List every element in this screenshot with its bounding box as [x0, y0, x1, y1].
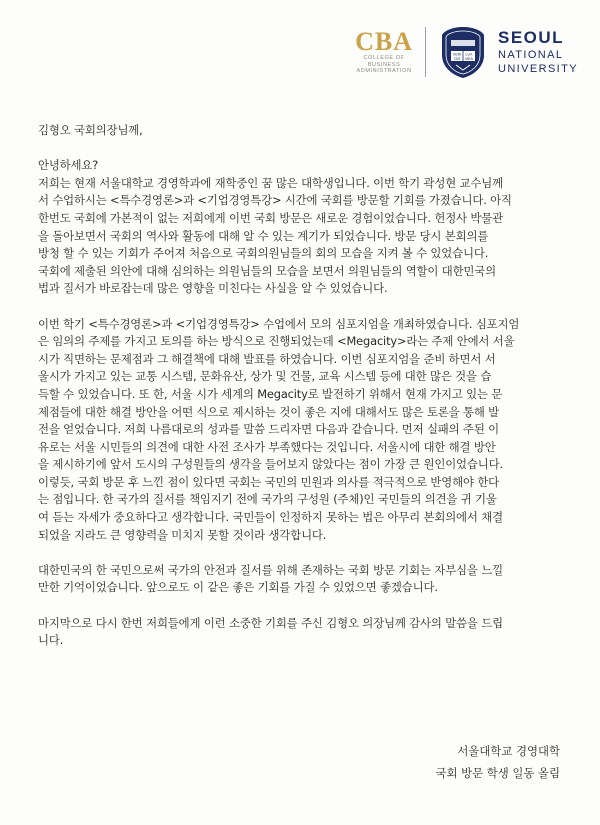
paragraph-2-line: 이번 학기 <특수경영론>과 <기업경영특강> 수업에서 모의 심포지엄을 개최하였습니다. 심포지엄 [38, 316, 520, 331]
seal-text-2: LUX [465, 52, 473, 57]
paragraph-1 [38, 175, 566, 298]
signature-line-2: 국회 방문 학생 일동 올림 [435, 766, 560, 780]
paragraph-2-line: 이렇듯, 국회 방문 후 느낀 점이 있다면 국회는 국민의 민원과 의사를 적극적으로 반영해야 한다 [38, 474, 500, 489]
snu-name-1: SEOUL [497, 28, 565, 47]
paragraph-3 [38, 562, 566, 597]
letterhead [355, 22, 578, 82]
paragraph-2 [38, 316, 566, 545]
cba-subtitle-2: BUSINESS [367, 61, 401, 68]
snu-seal-icon [436, 25, 490, 79]
paragraph-3-line: 만한 기억이었습니다. 앞으로도 이 같은 좋은 기회를 가질 수 있었으면 좋겠습니다. [38, 580, 438, 595]
signature-block [435, 740, 560, 784]
paragraph-1-line: 국회에 제출된 의안에 대해 심의하는 의원님들의 모습을 보면서 의원님들의 역할이 대한민국의 [38, 263, 496, 278]
paragraph-1-line: 저희는 현재 서울대학교 경영학과에 재학중인 꿈 많은 대학생입니다. 이번 학기 곽성현 교수님께 [38, 175, 503, 190]
greeting: 안녕하세요? [38, 158, 99, 173]
paragraph-2-line: 시가 직면하는 문제점과 그 해결책에 대해 발표를 하였습니다. 이번 심포지엄을 준비 하면서 서 [38, 351, 496, 366]
signature-line-1: 서울대학교 경영대학 [457, 744, 560, 758]
paragraph-2-line: 되었을 지라도 큰 영향력을 미치지 못할 것이라 생각합니다. [38, 527, 327, 542]
seal-text-3: TAS [453, 57, 461, 61]
cba-subtitle-1: COLLEGE OF [363, 55, 405, 62]
letterhead-divider [425, 27, 426, 77]
seal-text-1: VERI [452, 52, 462, 57]
paragraph-2-line: 은 임의의 주제를 가지고 토의를 하는 방식으로 진행되었는데 <Megacity>라는 주제 안에서 서울 [38, 334, 515, 349]
paragraph-3-line: 대한민국의 한 국민으로써 국가의 안전과 질서를 위해 존재하는 국회 방문 기회는 자부심을 느낄 [38, 562, 503, 577]
snu-name-2: NATIONAL [497, 49, 564, 61]
seal-text-4: MEA [465, 57, 473, 61]
cba-logo [355, 29, 413, 75]
paragraph-4-line: 마지막으로 다시 한번 저희들에게 이런 소중한 기회를 주신 김형오 의장님께 감사의 말씀을 드립 [38, 615, 503, 630]
cba-mark: CBA [355, 27, 413, 57]
snu-name-3: UNIVERSITY [497, 63, 578, 75]
paragraph-2-line: 전을 얻었습니다. 저희 나름대로의 성과를 말씀 드리자면 다음과 같습니다. 먼저 실패의 주된 이 [38, 422, 500, 437]
cba-subtitle-3: ADMINISTRATION [356, 68, 412, 75]
snu-wordmark [498, 28, 578, 76]
paragraph-4-line: 니다. [38, 633, 64, 648]
letter-body [38, 122, 566, 650]
paragraph-2-line: 을 제시하기에 앞서 도시의 구성원들의 생각을 들어보지 않았다는 점이 가장 큰 원인이었습니다. [38, 457, 503, 472]
paragraph-2-line: 울시가 가지고 있는 교통 시스템, 문화유산, 상가 및 건물, 교육 시스템 등에 대한 많은 것을 습 [38, 369, 492, 384]
paragraph-2-line: 유로는 서울 시민들의 의견에 대한 사전 조사가 부족했다는 것입니다. 서울시에 대한 해결 방안 [38, 439, 496, 454]
paragraph-1-line: 서 수업하시는 <특수경영론>과 <기업경영특강> 시간에 국회를 방문할 기회를 가졌습니다. 아직 [38, 193, 512, 208]
paragraph-1-line: 방청 할 수 있는 기회가 주어져 처음으로 국회의원님들의 회의 모습을 지켜 볼 수 있었습니다. [38, 246, 489, 261]
paragraph-2-line: 는 점입니다. 한 국가의 질서를 책임지기 전에 국가의 구성원 (주체)인 국민들의 의견을 귀 기울 [38, 492, 497, 507]
salutation: 김형오 국회의장님께, [38, 123, 143, 137]
paragraph-2-line: 득할 수 있었습니다. 또 한, 서울 시가 세계의 Megacity로 발전하기 위해서 현재 가지고 있는 문 [38, 386, 503, 401]
paragraph-2-line: 제점들에 대한 해결 방안을 어떤 식으로 제시하는 것이 좋은 지에 대해서도 많은 토론을 통해 발 [38, 404, 500, 419]
paragraph-1-line: 법과 질서가 바로잡는데 많은 영향을 미친다는 사실을 알 수 있었습니다. [38, 281, 388, 296]
paragraph-1-line: 한번도 국회에 가본적이 없는 저희에게 이번 국회 방문은 새로운 경험이었습니다. 헌정사 박물관 [38, 210, 503, 225]
paragraph-4 [38, 615, 566, 650]
paragraph-2-line: 여 듣는 자세가 중요하다고 생각합니다. 국민들이 인정하지 못하는 법은 아무리 본회의에서 채결 [38, 510, 503, 525]
paragraph-1-line: 을 돌아보면서 국회의 역사와 활동에 대해 알 수 있는 계기가 되었습니다. 방문 당시 본회의를 [38, 228, 489, 243]
